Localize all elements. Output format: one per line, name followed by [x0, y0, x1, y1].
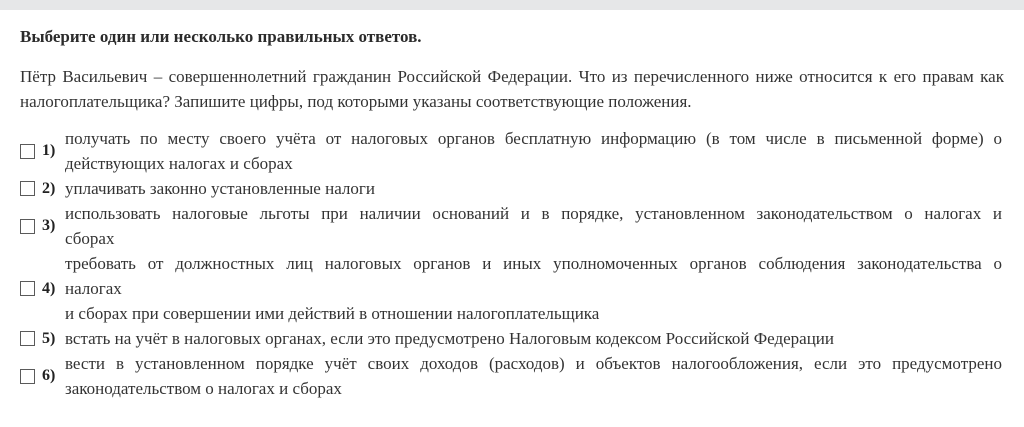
option-number: 1) — [42, 142, 56, 159]
checkbox-option-5[interactable] — [20, 331, 35, 346]
option-text — [65, 201, 1002, 251]
option-number: 2) — [42, 179, 56, 197]
option-text-line: действующих налогах и сборах — [65, 154, 293, 173]
option-text-line: использовать налоговые льготы при наличии оснований и в порядке, установленном законодательством о налогах и — [65, 204, 1002, 223]
checkbox-option-1[interactable] — [20, 144, 35, 159]
option-text-line: налогах — [65, 279, 122, 298]
question-block — [20, 26, 1004, 401]
option-number: 5) — [42, 329, 56, 347]
option-text — [65, 126, 1002, 176]
option-text-line: встать на учёт в налоговых органах, если это предусмотрено Налоговым кодексом Российской Федерации — [65, 329, 834, 348]
answer-options — [20, 126, 1004, 401]
checkbox-option-2[interactable] — [20, 181, 35, 196]
option-text — [65, 351, 1002, 401]
option-text — [65, 326, 1002, 351]
option-number: 6) — [42, 367, 56, 384]
option-text-line: требовать от должностных лиц налоговых органов и иных уполномоченных органов соблюдения законодательства о — [65, 254, 1002, 273]
checkbox-option-6[interactable] — [20, 369, 35, 384]
checkbox-option-3[interactable] — [20, 219, 35, 234]
option-text — [65, 176, 1002, 201]
instruction-text: Выберите один или несколько правильных ответов. — [20, 27, 422, 46]
top-bar — [0, 0, 1024, 10]
answer-option-3[interactable] — [20, 201, 1002, 251]
question-text: Пётр Васильевич – совершеннолетний гражданин Российской Федерации. Что из перечисленного ниже относится к его правам как налогоплательщика? Запишите цифры, под которыми указаны соответствующие положения. — [20, 67, 1004, 111]
option-text-line: уплачивать законно установленные налоги — [65, 179, 375, 198]
option-text — [65, 251, 1002, 326]
answer-option-5[interactable] — [20, 326, 1002, 351]
answer-option-2[interactable] — [20, 176, 1002, 201]
option-text-line: и сборах при совершении ими действий в отношении налогоплательщика — [65, 304, 600, 323]
answer-option-6[interactable] — [20, 351, 1002, 401]
option-number: 4) — [42, 279, 56, 297]
option-text-line: сборах — [65, 229, 115, 248]
option-text-line: законодательством о налогах и сборах — [65, 379, 342, 398]
checkbox-option-4[interactable] — [20, 281, 35, 296]
answer-option-1[interactable] — [20, 126, 1002, 176]
option-text-line: получать по месту своего учёта от налоговых органов бесплатную информацию (в том числе в письменной форме) о — [65, 129, 1002, 148]
answer-option-4[interactable] — [20, 251, 1002, 326]
option-number: 3) — [42, 217, 56, 234]
option-text-line: вести в установленном порядке учёт своих доходов (расходов) и объектов налогообложения, если это предусмотрено — [65, 354, 1002, 373]
